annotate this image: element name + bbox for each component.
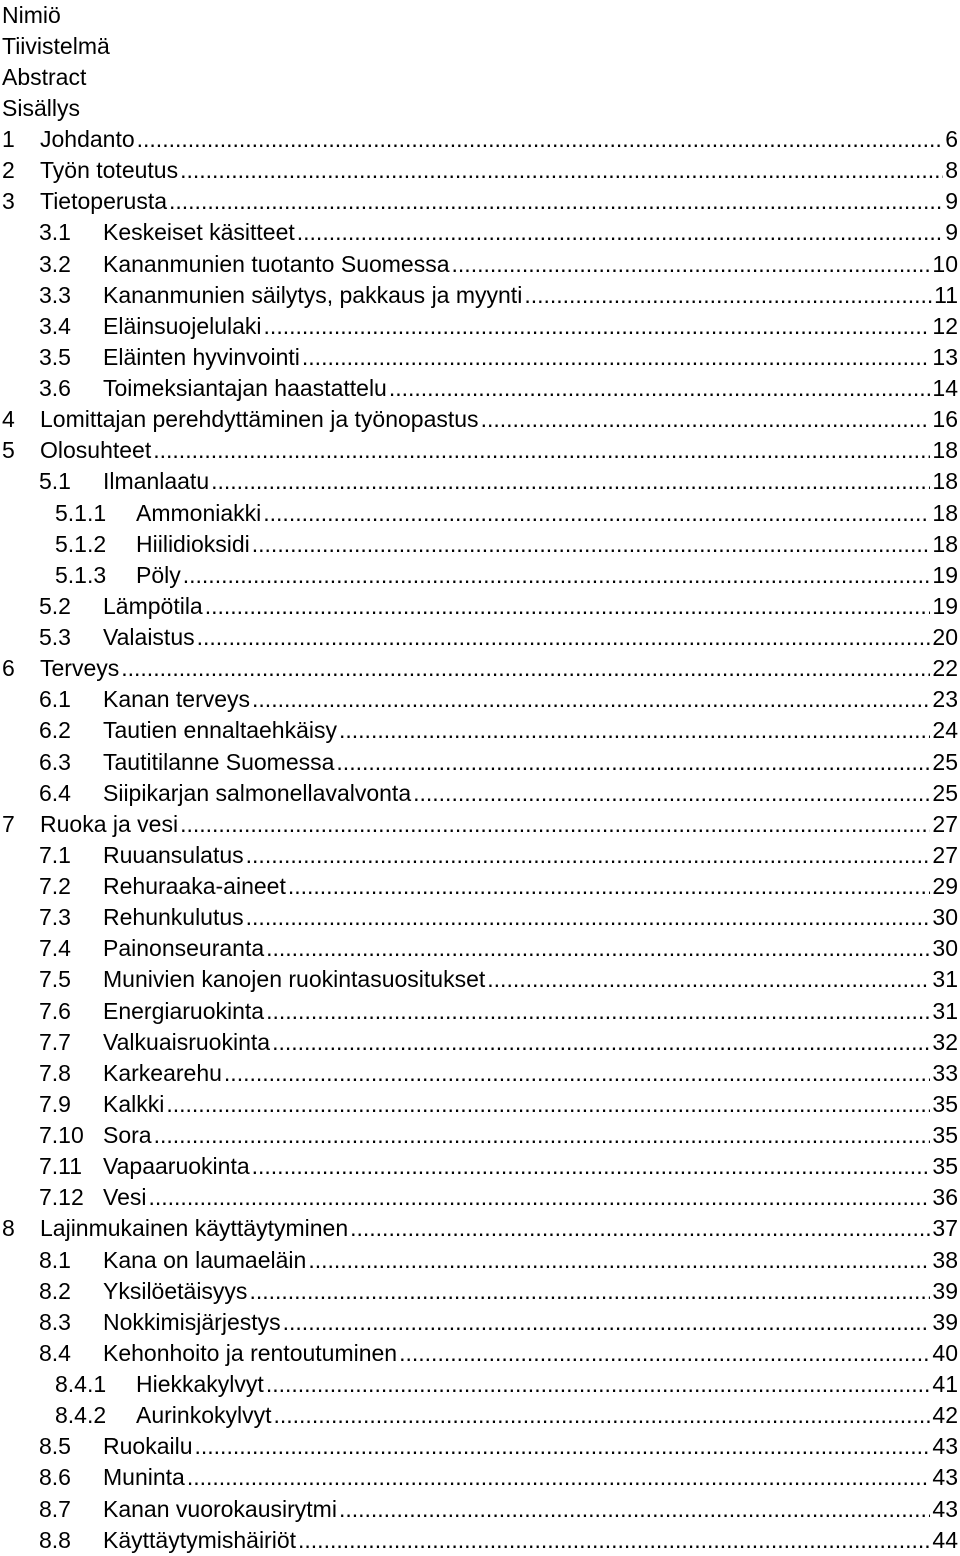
toc-entry-title: Nokkimisjärjestys bbox=[103, 1307, 283, 1338]
toc-entry-page-number: 30 bbox=[932, 935, 958, 962]
toc-entry-leader bbox=[103, 1494, 960, 1525]
toc-entry-leader bbox=[103, 1058, 960, 1089]
toc-entry[interactable] bbox=[0, 1400, 960, 1431]
toc-entry-page-number: 18 bbox=[932, 499, 958, 526]
toc-entry-page-number: 22 bbox=[932, 655, 958, 682]
toc-entry-number: 1 bbox=[2, 126, 15, 152]
toc-entry-title: Karkearehu bbox=[103, 1058, 224, 1089]
toc-entry-leader bbox=[103, 280, 960, 311]
toc-entry-page-number: 16 bbox=[932, 406, 958, 433]
toc-entry-page-number: 31 bbox=[932, 966, 958, 993]
toc-entry[interactable] bbox=[0, 684, 960, 715]
toc-entry[interactable] bbox=[0, 1494, 960, 1525]
toc-entry[interactable] bbox=[0, 1027, 960, 1058]
toc-entry[interactable] bbox=[0, 591, 960, 622]
toc-entry-number: 3.5 bbox=[39, 343, 71, 370]
toc-entry-title: Yksilöetäisyys bbox=[103, 1276, 249, 1307]
toc-entry[interactable] bbox=[0, 529, 960, 560]
toc-entry[interactable] bbox=[0, 1058, 960, 1089]
toc-entry-title: Hiekkakylvyt bbox=[136, 1369, 266, 1400]
toc-entry-leader bbox=[103, 871, 960, 902]
toc-entry[interactable] bbox=[0, 747, 960, 778]
toc-entry-leader bbox=[40, 124, 960, 155]
front-matter bbox=[0, 0, 960, 124]
toc-entry-page-number: 9 bbox=[945, 188, 958, 215]
toc-entry[interactable] bbox=[0, 342, 960, 373]
toc-entry-page-number: 9 bbox=[945, 219, 958, 246]
toc-entry-title: Kana on laumaeläin bbox=[103, 1245, 308, 1276]
toc-dot-leader bbox=[302, 342, 931, 373]
toc-dot-leader bbox=[481, 404, 931, 435]
toc-entry[interactable] bbox=[0, 560, 960, 591]
toc-entry-leader bbox=[103, 342, 960, 373]
toc-entry-leader bbox=[40, 809, 960, 840]
toc-entry-page-number: 29 bbox=[932, 873, 958, 899]
toc-entry-leader bbox=[103, 1027, 960, 1058]
toc-dot-leader bbox=[487, 964, 930, 995]
toc-entry-page-number: 39 bbox=[932, 1308, 958, 1335]
toc-entry-page-number: 18 bbox=[932, 468, 958, 495]
toc-entry[interactable] bbox=[0, 404, 960, 435]
toc-entry-page-number: 23 bbox=[932, 686, 958, 713]
toc-entry-number: 7.3 bbox=[39, 904, 71, 931]
toc-entry-page-number: 39 bbox=[932, 1277, 958, 1304]
toc-dot-leader bbox=[339, 1494, 930, 1525]
toc-entry[interactable] bbox=[0, 155, 960, 186]
toc-entry-number: 6.4 bbox=[39, 779, 71, 806]
toc-entry-leader bbox=[103, 622, 960, 653]
toc-entry-title: Lomittajan perehdyttäminen ja työnopastus bbox=[40, 404, 481, 435]
toc-entry-page-number: 43 bbox=[932, 1495, 958, 1522]
toc-entry-number: 2 bbox=[2, 157, 15, 184]
toc-entry-number: 8.7 bbox=[39, 1495, 71, 1522]
toc-entry-title: Ruoka ja vesi bbox=[40, 809, 180, 840]
toc-dot-leader bbox=[273, 1400, 930, 1431]
toc-entry-number: 5.1.2 bbox=[55, 530, 107, 557]
toc-dot-leader bbox=[297, 217, 943, 248]
toc-entry-page-number: 43 bbox=[932, 1433, 958, 1460]
toc-entry-title: Hiilidioksidi bbox=[136, 529, 252, 560]
toc-entry-page-number: 36 bbox=[932, 1184, 958, 1211]
toc-entry-number: 7.7 bbox=[39, 1028, 71, 1055]
toc-entry-number: 4 bbox=[2, 406, 15, 433]
toc-dot-leader bbox=[336, 747, 930, 778]
toc-entry-number: 7.6 bbox=[39, 997, 71, 1024]
toc-entry[interactable] bbox=[0, 933, 960, 964]
toc-entry-title: Olosuhteet bbox=[40, 435, 153, 466]
toc-dot-leader bbox=[252, 529, 931, 560]
toc-entry-title: Aurinkokylvyt bbox=[136, 1400, 273, 1431]
toc-entry-number: 5.1 bbox=[39, 468, 71, 495]
front-matter-item[interactable]: Abstract bbox=[2, 64, 87, 90]
toc-entry-number: 3.6 bbox=[39, 375, 71, 401]
toc-entry[interactable] bbox=[0, 1369, 960, 1400]
toc-entry-number: 8.1 bbox=[39, 1246, 71, 1273]
toc-entry-title: Käyttäytymishäiriöt bbox=[103, 1525, 298, 1556]
toc-entry-number: 5.1.3 bbox=[55, 561, 107, 588]
toc-entry-leader bbox=[103, 249, 960, 280]
toc-entry-title: Terveys bbox=[40, 653, 121, 684]
toc-entry-page-number: 20 bbox=[932, 624, 958, 650]
toc-dot-leader bbox=[524, 280, 932, 311]
toc-entry-page-number: 19 bbox=[932, 561, 958, 588]
toc-entry-title: Kehonhoito ja rentoutuminen bbox=[103, 1338, 399, 1369]
toc-entry-number: 3 bbox=[2, 188, 15, 215]
toc-entry-number: 3.2 bbox=[39, 250, 71, 277]
toc-dot-leader bbox=[288, 871, 931, 902]
toc-entry-page-number: 43 bbox=[932, 1464, 958, 1491]
toc-entry-page-number: 35 bbox=[932, 1122, 958, 1148]
toc-entry-title: Tietoperusta bbox=[40, 186, 169, 217]
toc-entry[interactable] bbox=[0, 1245, 960, 1276]
toc-entry[interactable] bbox=[0, 1338, 960, 1369]
toc-dot-leader bbox=[308, 1245, 930, 1276]
toc-entry-page-number: 18 bbox=[932, 530, 958, 557]
toc-dot-leader bbox=[298, 1525, 930, 1556]
toc-entry[interactable] bbox=[0, 622, 960, 653]
toc-dot-leader bbox=[183, 560, 931, 591]
toc-entry[interactable] bbox=[0, 498, 960, 529]
toc-dot-leader bbox=[205, 591, 931, 622]
toc-entry-leader bbox=[103, 964, 960, 995]
toc-entry-leader bbox=[103, 747, 960, 778]
toc-entry[interactable] bbox=[0, 1431, 960, 1462]
toc-entry-leader bbox=[103, 1120, 960, 1151]
toc-entry-title: Rehunkulutus bbox=[103, 902, 246, 933]
toc-entry-title: Ilmanlaatu bbox=[103, 466, 211, 497]
toc-entry-leader bbox=[40, 435, 960, 466]
toc-entry-leader bbox=[103, 1525, 960, 1556]
toc-entry[interactable] bbox=[0, 1120, 960, 1151]
toc-entry[interactable] bbox=[0, 964, 960, 995]
toc-dot-leader bbox=[266, 933, 930, 964]
toc-dot-leader bbox=[272, 1027, 930, 1058]
toc-entry-leader bbox=[40, 186, 960, 217]
toc-entry-leader bbox=[103, 840, 960, 871]
toc-entry-leader bbox=[103, 1182, 960, 1213]
toc-dot-leader bbox=[246, 902, 931, 933]
toc-dot-leader bbox=[252, 684, 930, 715]
toc-entry-number: 8.5 bbox=[39, 1433, 71, 1460]
toc-entry[interactable] bbox=[0, 124, 960, 155]
toc-entry-page-number: 25 bbox=[932, 748, 958, 775]
toc-entry-page-number: 31 bbox=[932, 997, 958, 1024]
toc-entry-page-number: 6 bbox=[945, 126, 958, 152]
toc-entry-number: 7.10 bbox=[39, 1122, 84, 1148]
toc-entry[interactable] bbox=[0, 1089, 960, 1120]
toc-entry-leader bbox=[40, 404, 960, 435]
toc-entry-page-number: 33 bbox=[932, 1059, 958, 1086]
toc-entry[interactable] bbox=[0, 809, 960, 840]
toc-entry[interactable] bbox=[0, 840, 960, 871]
toc-entry-leader bbox=[103, 1276, 960, 1307]
toc-entry-page-number: 42 bbox=[932, 1402, 958, 1429]
toc-entry-title: Pöly bbox=[136, 560, 183, 591]
toc-entry[interactable] bbox=[0, 902, 960, 933]
toc-entry-title: Painonseuranta bbox=[103, 933, 266, 964]
toc-entry-page-number: 14 bbox=[932, 375, 958, 401]
toc-dot-leader bbox=[211, 466, 930, 497]
toc-entry-page-number: 19 bbox=[932, 592, 958, 619]
toc-entry[interactable] bbox=[0, 1151, 960, 1182]
toc-dot-leader bbox=[169, 186, 943, 217]
toc-entry-page-number: 37 bbox=[932, 1215, 958, 1242]
toc-entry-page-number: 27 bbox=[932, 810, 958, 837]
toc-entry-leader bbox=[103, 996, 960, 1027]
toc-dot-leader bbox=[180, 155, 943, 186]
toc-dot-leader bbox=[137, 124, 944, 155]
toc-entry-title: Ammoniakki bbox=[136, 498, 263, 529]
toc-entry-number: 7.2 bbox=[39, 873, 71, 899]
toc-entry-title: Kanan vuorokausirytmi bbox=[103, 1494, 339, 1525]
toc-dot-leader bbox=[224, 1058, 930, 1089]
toc-entry-number: 7.8 bbox=[39, 1059, 71, 1086]
front-matter-item[interactable]: Sisällys bbox=[2, 95, 80, 121]
toc-entry-leader bbox=[103, 466, 960, 497]
toc-dot-leader bbox=[154, 1120, 931, 1151]
toc-dot-leader bbox=[195, 1431, 931, 1462]
toc-dot-leader bbox=[413, 778, 930, 809]
toc-dot-leader bbox=[187, 1462, 931, 1493]
toc-dot-leader bbox=[264, 311, 931, 342]
toc-dot-leader bbox=[350, 1213, 930, 1244]
toc-entry-number: 7.1 bbox=[39, 841, 71, 868]
toc-entry-leader bbox=[103, 311, 960, 342]
toc-entry-number: 6.1 bbox=[39, 686, 71, 713]
toc-entry-page-number: 24 bbox=[932, 717, 958, 744]
toc-dot-leader bbox=[197, 622, 931, 653]
toc-entry-leader bbox=[103, 591, 960, 622]
toc-entry-number: 3.3 bbox=[39, 281, 71, 308]
toc-entry-leader bbox=[136, 560, 960, 591]
toc-entry-leader bbox=[103, 1338, 960, 1369]
toc-entry[interactable] bbox=[0, 435, 960, 466]
toc-entry-leader bbox=[103, 1462, 960, 1493]
toc-entry[interactable] bbox=[0, 1213, 960, 1244]
toc-entry-number: 6 bbox=[2, 655, 15, 682]
toc-entry-page-number: 32 bbox=[932, 1028, 958, 1055]
toc-entry-title: Keskeiset käsitteet bbox=[103, 217, 297, 248]
toc-dot-leader bbox=[153, 435, 930, 466]
toc-entry[interactable] bbox=[0, 996, 960, 1027]
toc-entry-page-number: 40 bbox=[932, 1339, 958, 1366]
toc-entry-number: 3.1 bbox=[39, 219, 71, 246]
toc-entry-page-number: 35 bbox=[932, 1090, 958, 1117]
toc-entry-title: Lämpötila bbox=[103, 591, 205, 622]
toc-entry-title: Kananmunien säilytys, pakkaus ja myynti bbox=[103, 280, 524, 311]
toc-entry-title: Sora bbox=[103, 1120, 154, 1151]
toc-entry-number: 8 bbox=[2, 1215, 15, 1242]
toc-entry-leader bbox=[103, 217, 960, 248]
toc-entry-leader bbox=[103, 778, 960, 809]
toc-entry-number: 6.2 bbox=[39, 717, 71, 744]
toc-entry-leader bbox=[103, 933, 960, 964]
toc-entry-title: Valkuaisruokinta bbox=[103, 1027, 272, 1058]
toc-dot-leader bbox=[339, 715, 930, 746]
toc-entry-leader bbox=[103, 902, 960, 933]
toc-entry-title: Energiaruokinta bbox=[103, 996, 266, 1027]
toc-entry-page-number: 38 bbox=[932, 1246, 958, 1273]
toc-dot-leader bbox=[180, 809, 930, 840]
toc-entry-title: Johdanto bbox=[40, 124, 137, 155]
toc-list bbox=[0, 124, 960, 1556]
toc-entry[interactable] bbox=[0, 1276, 960, 1307]
toc-dot-leader bbox=[249, 1276, 930, 1307]
toc-entry[interactable] bbox=[0, 1307, 960, 1338]
toc-entry-page-number: 8 bbox=[945, 157, 958, 184]
toc-entry-number: 7.4 bbox=[39, 935, 71, 962]
toc-dot-leader bbox=[452, 249, 931, 280]
toc-entry-number: 8.6 bbox=[39, 1464, 71, 1491]
toc-entry[interactable] bbox=[0, 466, 960, 497]
toc-entry-page-number: 27 bbox=[932, 841, 958, 868]
toc-entry-leader bbox=[136, 1369, 960, 1400]
toc-entry-number: 8.4.2 bbox=[55, 1402, 107, 1429]
toc-entry-title: Kalkki bbox=[103, 1089, 166, 1120]
toc-entry-number: 7.12 bbox=[39, 1184, 84, 1211]
toc-dot-leader bbox=[266, 1369, 931, 1400]
toc-dot-leader bbox=[283, 1307, 931, 1338]
toc-entry[interactable] bbox=[0, 871, 960, 902]
toc-entry-number: 5 bbox=[2, 437, 15, 464]
toc-entry-title: Eläinsuojelulaki bbox=[103, 311, 264, 342]
toc-entry-title: Vesi bbox=[103, 1182, 148, 1213]
toc-entry-leader bbox=[136, 529, 960, 560]
toc-entry-page-number: 41 bbox=[932, 1371, 958, 1397]
toc-entry-title: Rehuraaka-aineet bbox=[103, 871, 288, 902]
toc-entry-leader bbox=[40, 155, 960, 186]
toc-entry[interactable] bbox=[0, 217, 960, 248]
toc-entry-title: Kananmunien tuotanto Suomessa bbox=[103, 249, 452, 280]
toc-entry-leader bbox=[40, 1213, 960, 1244]
toc-entry-page-number: 11 bbox=[934, 281, 958, 308]
toc-dot-leader bbox=[148, 1182, 930, 1213]
toc-entry-title: Tautitilanne Suomessa bbox=[103, 747, 336, 778]
toc-entry[interactable] bbox=[0, 311, 960, 342]
toc-entry-number: 7 bbox=[2, 810, 15, 837]
toc-entry[interactable] bbox=[0, 186, 960, 217]
toc-entry[interactable] bbox=[0, 373, 960, 404]
toc-entry-leader bbox=[103, 684, 960, 715]
toc-entry-title: Lajinmukainen käyttäytyminen bbox=[40, 1213, 350, 1244]
toc-entry-leader bbox=[103, 1307, 960, 1338]
front-matter-item[interactable]: Tiivistelmä bbox=[2, 33, 110, 59]
toc-dot-leader bbox=[246, 840, 931, 871]
toc-entry-title: Eläinten hyvinvointi bbox=[103, 342, 302, 373]
toc-entry-title: Toimeksiantajan haastattelu bbox=[103, 373, 389, 404]
toc-entry-title: Munivien kanojen ruokintasuositukset bbox=[103, 964, 487, 995]
toc-entry-leader bbox=[103, 1089, 960, 1120]
toc-entry-number: 7.9 bbox=[39, 1090, 71, 1117]
toc-entry-title: Valaistus bbox=[103, 622, 197, 653]
toc-entry-leader bbox=[103, 1245, 960, 1276]
toc-entry-leader bbox=[40, 653, 960, 684]
toc-entry-number: 8.3 bbox=[39, 1308, 71, 1335]
toc-entry-number: 5.3 bbox=[39, 624, 71, 650]
toc-entry[interactable] bbox=[0, 778, 960, 809]
toc-dot-leader bbox=[389, 373, 931, 404]
toc-entry-number: 8.4 bbox=[39, 1339, 71, 1366]
toc-entry-page-number: 25 bbox=[932, 779, 958, 806]
toc-entry-page-number: 18 bbox=[932, 437, 958, 464]
toc-entry[interactable] bbox=[0, 715, 960, 746]
toc-entry-leader bbox=[136, 1400, 960, 1431]
toc-entry-number: 6.3 bbox=[39, 748, 71, 775]
toc-entry-number: 7.11 bbox=[39, 1153, 83, 1180]
toc-entry-title: Ruuansulatus bbox=[103, 840, 246, 871]
toc-entry-title: Työn toteutus bbox=[40, 155, 180, 186]
toc-entry-number: 5.2 bbox=[39, 592, 71, 619]
toc-entry-page-number: 35 bbox=[932, 1153, 958, 1180]
toc-dot-leader bbox=[263, 498, 930, 529]
toc-entry-title: Muninta bbox=[103, 1462, 187, 1493]
toc-entry-title: Siipikarjan salmonellavalvonta bbox=[103, 778, 413, 809]
toc-entry-leader bbox=[103, 1431, 960, 1462]
toc-entry[interactable] bbox=[0, 249, 960, 280]
toc-entry-title: Ruokailu bbox=[103, 1431, 195, 1462]
toc-entry[interactable] bbox=[0, 1525, 960, 1556]
toc-entry[interactable] bbox=[0, 1462, 960, 1493]
toc-entry[interactable] bbox=[0, 280, 960, 311]
toc-entry-page-number: 13 bbox=[932, 343, 958, 370]
toc-dot-leader bbox=[399, 1338, 930, 1369]
toc-entry-page-number: 44 bbox=[932, 1526, 958, 1553]
toc-entry-leader bbox=[136, 498, 960, 529]
toc-entry-number: 7.5 bbox=[39, 966, 71, 993]
toc-entry-leader bbox=[103, 373, 960, 404]
toc-dot-leader bbox=[266, 996, 930, 1027]
toc-entry-title: Vapaaruokinta bbox=[103, 1151, 252, 1182]
toc-entry-page-number: 30 bbox=[932, 904, 958, 931]
toc-entry-leader bbox=[103, 1151, 960, 1182]
toc-dot-leader bbox=[166, 1089, 930, 1120]
front-matter-item[interactable]: Nimiö bbox=[2, 2, 61, 28]
toc-entry-number: 3.4 bbox=[39, 312, 71, 339]
toc-dot-leader bbox=[121, 653, 930, 684]
toc-entry-leader bbox=[103, 715, 960, 746]
toc-entry-number: 8.2 bbox=[39, 1277, 71, 1304]
toc-entry[interactable] bbox=[0, 1182, 960, 1213]
toc-dot-leader bbox=[252, 1151, 931, 1182]
toc-entry-title: Kanan terveys bbox=[103, 684, 252, 715]
toc-entry-number: 8.4.1 bbox=[55, 1371, 107, 1397]
toc-entry[interactable] bbox=[0, 653, 960, 684]
toc-entry-number: 5.1.1 bbox=[55, 499, 107, 526]
toc-entry-page-number: 10 bbox=[932, 250, 958, 277]
toc-entry-page-number: 12 bbox=[932, 312, 958, 339]
toc-entry-number: 8.8 bbox=[39, 1526, 71, 1553]
toc-entry-title: Tautien ennaltaehkäisy bbox=[103, 715, 339, 746]
